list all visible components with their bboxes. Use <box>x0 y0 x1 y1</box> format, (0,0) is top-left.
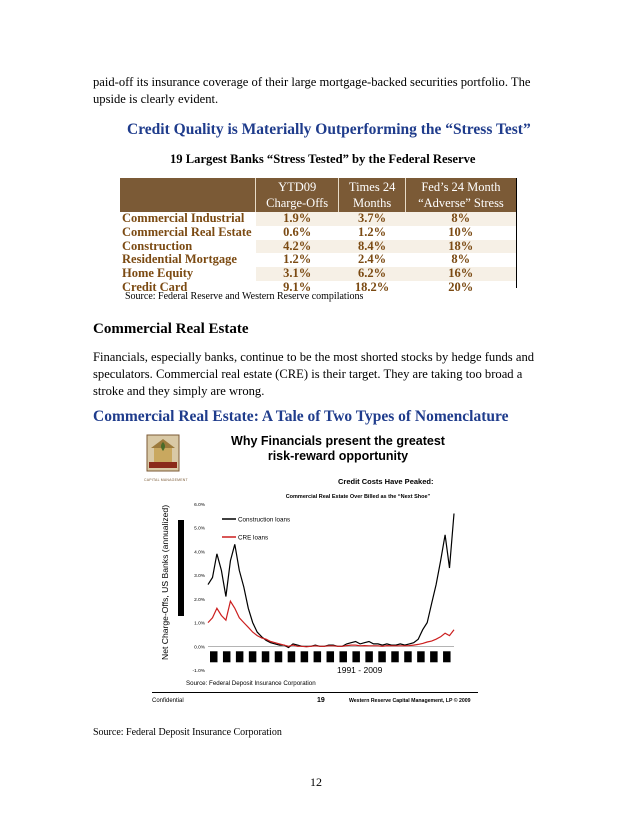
year-marker <box>249 651 257 662</box>
table-title: 19 Largest Banks “Stress Tested” by the Federal Reserve <box>170 152 476 166</box>
header-fed-line2: “Adverse” Stress <box>418 196 504 210</box>
row-times: 1.2% <box>339 226 406 240</box>
row-times: 2.4% <box>339 253 406 267</box>
y-tick-label: 0.0% <box>194 645 205 651</box>
year-marker <box>210 651 218 662</box>
row-times: 18.2% <box>339 281 406 295</box>
header-fed-line1: Fed’s 24 Month <box>421 180 501 194</box>
row-fed: 8% <box>405 253 516 267</box>
year-marker <box>339 651 347 662</box>
row-ytd: 1.9% <box>256 212 339 226</box>
row-fed: 8% <box>405 212 516 226</box>
header-times-line2: Months <box>353 196 392 210</box>
row-category: Home Equity <box>120 267 256 281</box>
chart-subtitle: Commercial Real Estate Over Billed as the “Next Shoe” <box>285 494 431 500</box>
slide-footer-copyright: Western Reserve Capital Management, LP © 2009 <box>349 698 471 704</box>
axis-decoration-bar <box>178 520 184 616</box>
year-marker <box>391 651 399 662</box>
row-category: Commercial Industrial <box>120 212 256 226</box>
section-heading-nomenclature: Commercial Real Estate: A Tale of Two Types of Nomenclature <box>93 408 509 425</box>
row-category: Commercial Real Estate <box>120 226 256 240</box>
year-marker <box>314 651 322 662</box>
table-header-category <box>120 178 256 212</box>
year-marker <box>365 651 373 662</box>
year-marker <box>430 651 438 662</box>
year-marker <box>404 651 412 662</box>
cre-paragraph-line-1: Financials, especially banks, continue to be the most shorted stocks by hedge funds and <box>93 350 535 364</box>
row-category: Construction <box>120 240 256 254</box>
row-fed: 18% <box>405 240 516 254</box>
section-heading-cre: Commercial Real Estate <box>93 321 249 337</box>
y-tick-label: 4.0% <box>194 550 205 556</box>
row-ytd: 3.1% <box>256 267 339 281</box>
year-marker <box>417 651 425 662</box>
cre-paragraph-line-2: speculators. Commercial real estate (CRE) is their target. They are taking too broad a <box>93 367 523 381</box>
row-times: 8.4% <box>339 240 406 254</box>
y-tick-label: 3.0% <box>194 574 205 580</box>
page-number: 12 <box>310 775 322 789</box>
slide-title-line-2: risk-reward opportunity <box>267 449 409 463</box>
y-tick-label: -1.0% <box>192 669 205 674</box>
year-marker <box>378 651 386 662</box>
slide-subtitle: Credit Costs Have Peaked: <box>338 477 434 486</box>
year-marker <box>301 651 309 662</box>
table-right-border <box>516 178 517 288</box>
logo-caption: CAPITAL MANAGEMENT <box>144 478 188 482</box>
year-marker <box>443 651 451 662</box>
year-marker <box>275 651 283 662</box>
legend-label-construction: Construction loans <box>238 516 291 524</box>
year-marker <box>327 651 335 662</box>
table-row <box>120 226 516 240</box>
figure-source: Source: Federal Deposit Insurance Corporation <box>93 727 282 738</box>
y-tick-labels <box>192 502 205 674</box>
header-times-line1: Times 24 <box>348 180 396 194</box>
row-ytd: 0.6% <box>256 226 339 240</box>
table-header-ytd <box>256 178 339 212</box>
intro-line-2: upside is clearly evident. <box>93 92 219 106</box>
table-row <box>120 240 516 254</box>
row-ytd: 9.1% <box>256 281 339 295</box>
y-axis-label: Net Charge-Offs, US Banks (annualized) <box>160 504 170 660</box>
row-ytd: 4.2% <box>256 240 339 254</box>
slide-title-line-1: Why Financials present the greatest <box>231 434 445 448</box>
row-times: 3.7% <box>339 212 406 226</box>
cre-paragraph-line-3: stroke and they simply are wrong. <box>93 384 265 398</box>
row-category: Credit Card <box>120 281 256 295</box>
year-marker <box>288 651 296 662</box>
x-axis-label: 1991 - 2009 <box>337 665 383 675</box>
slide-footer-confidential: Confidential <box>152 698 184 704</box>
slide-image <box>130 430 478 712</box>
legend-label-cre: CRE loans <box>238 534 269 542</box>
charge-off-chart <box>130 430 478 712</box>
year-marker <box>352 651 360 662</box>
table-row <box>120 212 516 226</box>
table-row <box>120 267 516 281</box>
table-header-fed <box>405 178 516 212</box>
x-axis-year-markers <box>210 651 451 662</box>
row-times: 6.2% <box>339 267 406 281</box>
table-source: Source: Federal Reserve and Western Reserve compilations <box>125 291 364 302</box>
table-row <box>120 253 516 267</box>
section-heading-credit-quality: Credit Quality is Materially Outperforming the “Stress Test” <box>127 121 531 138</box>
stress-test-table <box>120 178 516 295</box>
row-fed: 20% <box>405 281 516 295</box>
table-header-times <box>339 178 406 212</box>
header-ytd-line2: Charge-Offs <box>266 196 329 210</box>
slide-footer-page: 19 <box>317 697 325 704</box>
y-tick-label: 2.0% <box>194 597 205 603</box>
table-header-row <box>120 178 516 212</box>
row-ytd: 1.2% <box>256 253 339 267</box>
year-marker <box>223 651 231 662</box>
year-marker <box>262 651 270 662</box>
y-tick-label: 1.0% <box>194 621 205 627</box>
row-fed: 10% <box>405 226 516 240</box>
intro-line-1: paid-off its insurance coverage of their large mortgage-backed securities portfolio. The <box>93 75 531 89</box>
slide-footer-rule <box>152 692 478 693</box>
row-category: Residential Mortgage <box>120 253 256 267</box>
y-tick-label: 6.0% <box>194 503 205 508</box>
y-tick-label: 5.0% <box>194 526 205 532</box>
header-ytd-line1: YTD09 <box>278 180 317 194</box>
row-fed: 16% <box>405 267 516 281</box>
year-marker <box>236 651 244 662</box>
slide-source: Source: Federal Deposit Insurance Corporation <box>186 680 316 687</box>
